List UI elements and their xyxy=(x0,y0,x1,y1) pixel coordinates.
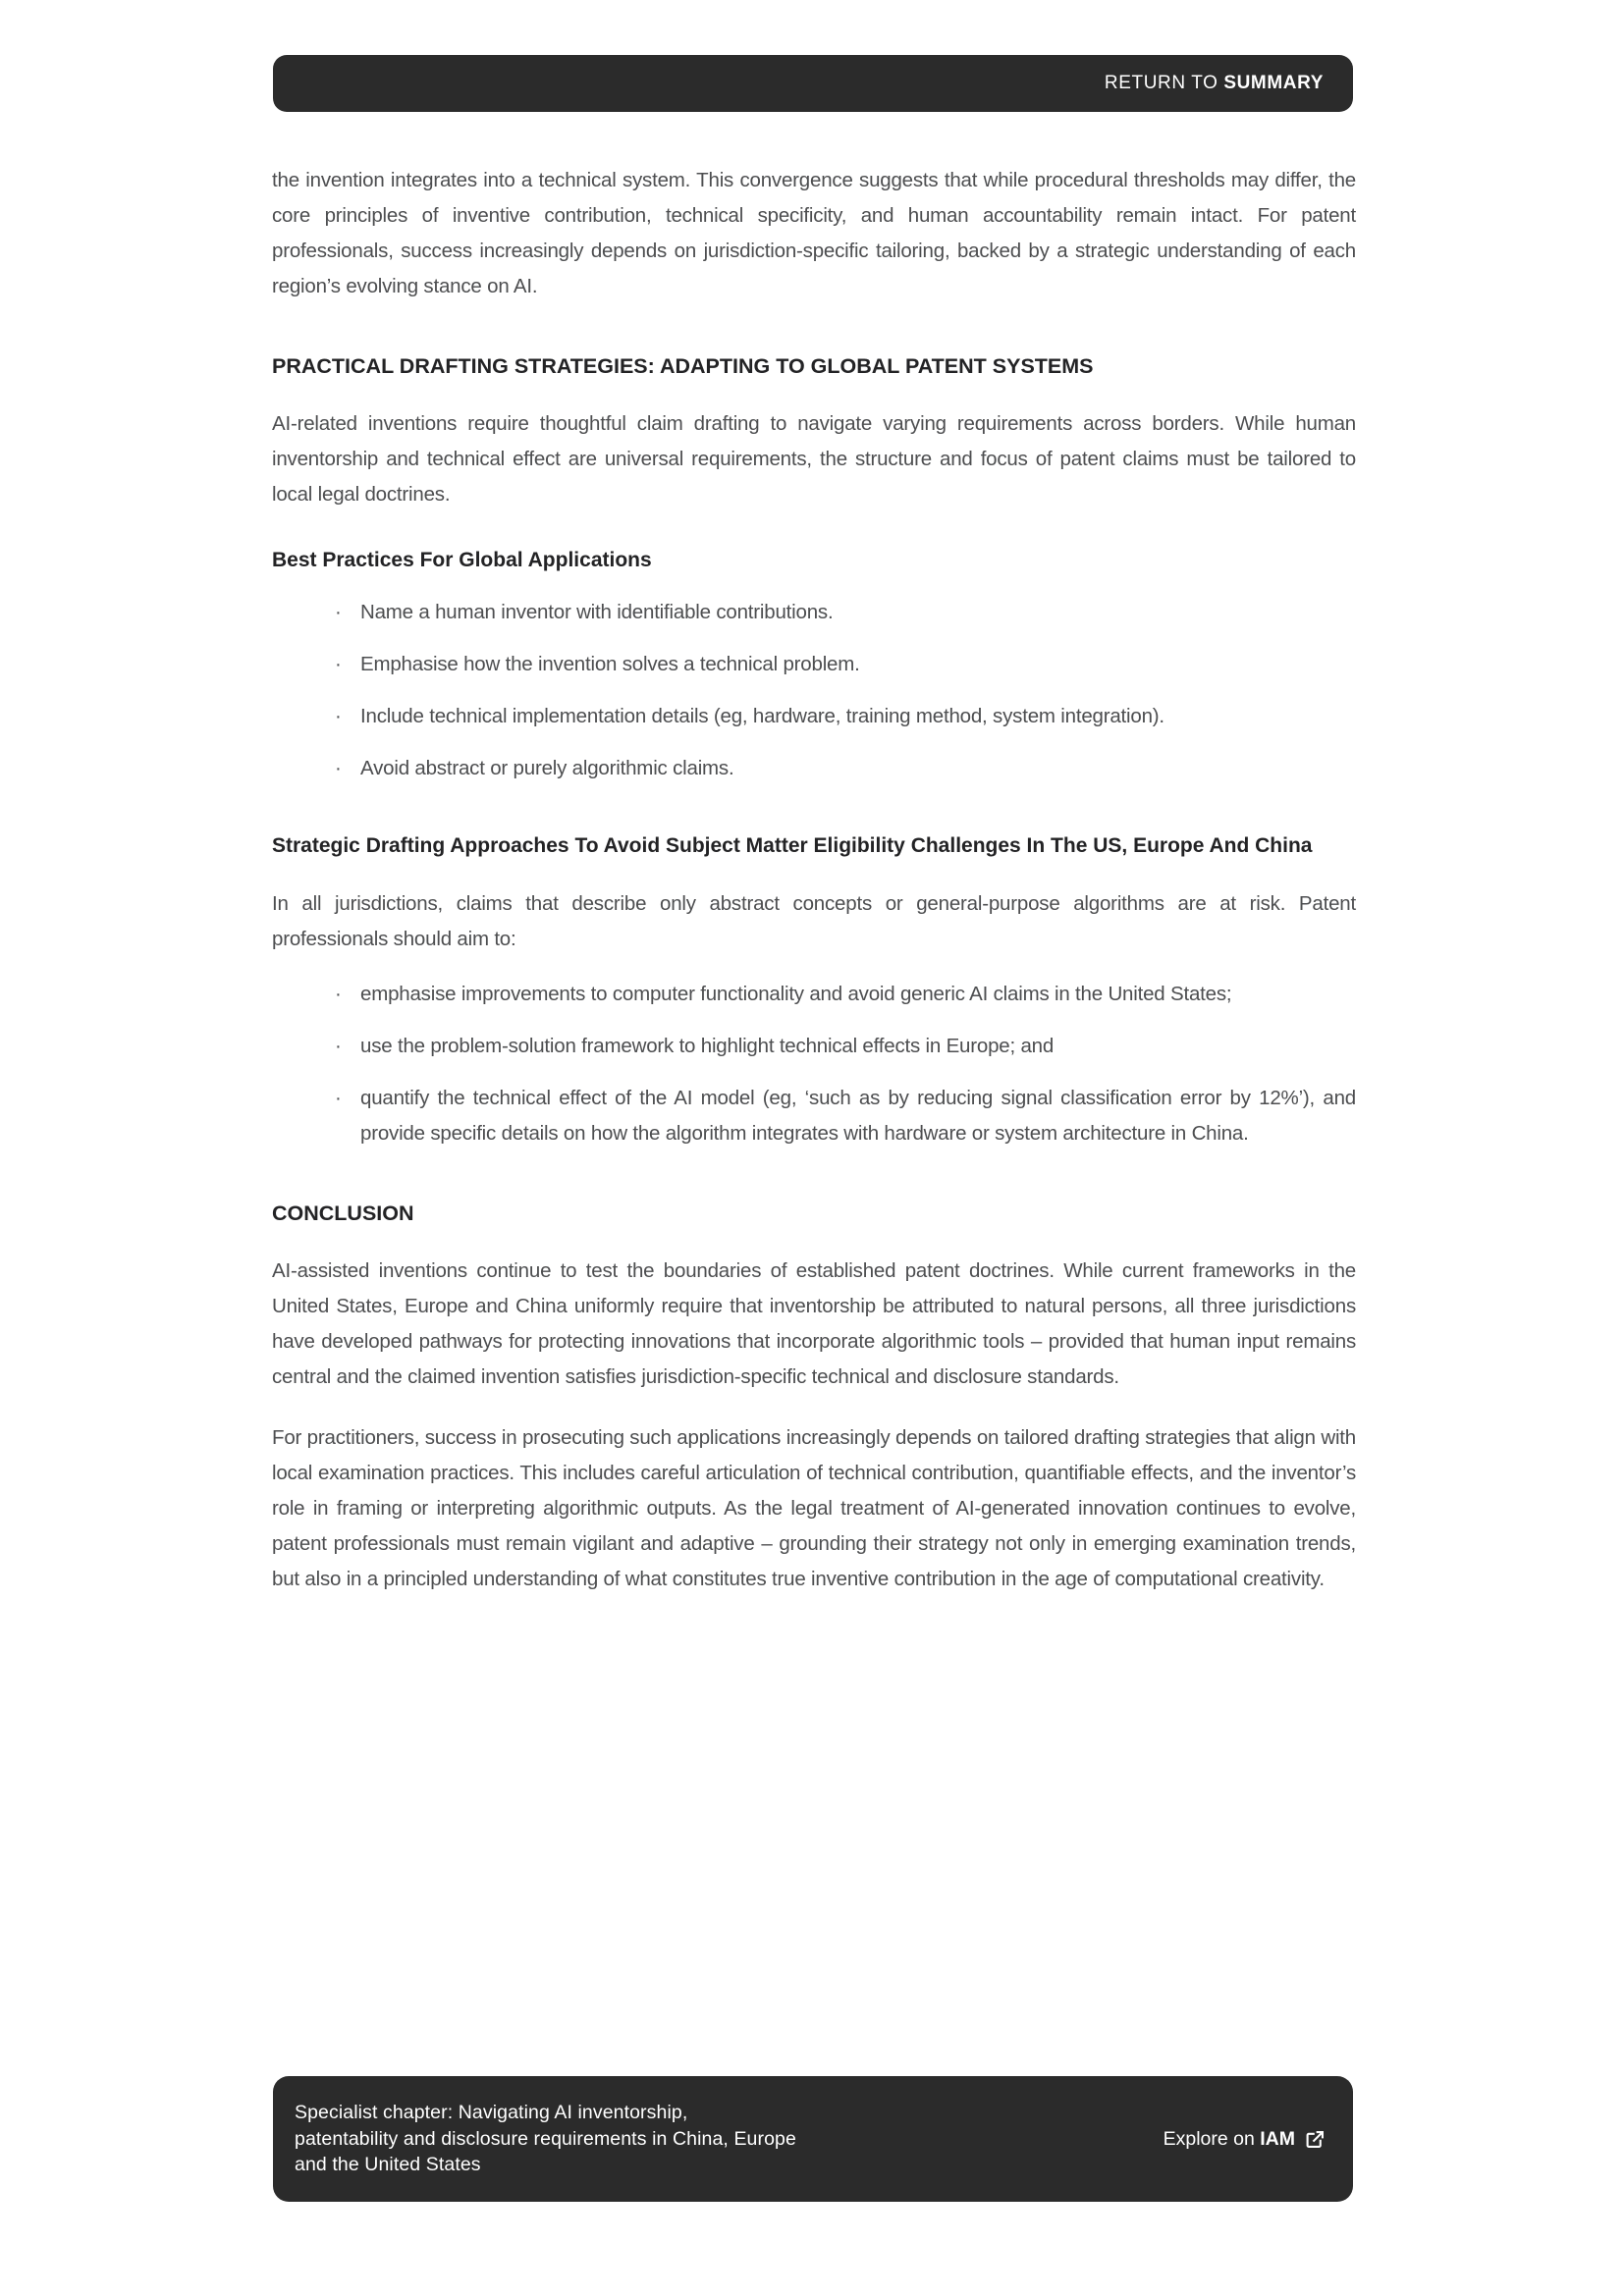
practical-drafting-paragraph: AI-related inventions require thoughtful claim drafting to navigate varying requirements across borders. While human inventorship and technical effect are universal requirements, the structure and focus of patent claims must be tailored to local legal doctrines. xyxy=(272,412,1356,506)
subheading-strategic-drafting: Strategic Drafting Approaches To Avoid Subject Matter Eligibility Challenges In The US, Europe And China xyxy=(272,834,1313,857)
list-item: · use the problem-solution framework to highlight technical effects in Europe; and xyxy=(360,1029,1356,1064)
chapter-title-line: patentability and disclosure requirements in China, Europe xyxy=(295,2127,796,2150)
explore-on-label xyxy=(1164,2128,1295,2151)
explore-on-iam-link[interactable] xyxy=(1164,2128,1326,2151)
subheading-best-practices: Best Practices For Global Applications xyxy=(272,549,652,571)
list-item: · Avoid abstract or purely algorithmic claims. xyxy=(360,751,1356,786)
section-heading-conclusion: CONCLUSION xyxy=(272,1201,414,1225)
iam-brand-text: IAM xyxy=(1260,2127,1295,2150)
list-item: · Emphasise how the invention solves a technical problem. xyxy=(360,647,1356,682)
list-item: · Include technical implementation details (eg, hardware, training method, system integration). xyxy=(360,699,1356,734)
best-practices-list xyxy=(272,595,1356,786)
conclusion-paragraph-2: For practitioners, success in prosecuting such applications increasingly depends on tailored drafting strategies that align with local examination practices. This includes careful articulation of technical contribution, quantifiable effects, and the inventor’s role in framing or interpreting algorithmic outputs. As the legal treatment of AI-generated innovation continues to evolve, patent professionals must remain vigilant and adaptive – grounding their strategy not only in emerging examination trends, but also in a principled understanding of what constitutes true inventive contribution in the age of computational creativity. xyxy=(272,1426,1356,1590)
explore-prefix-text: Explore on xyxy=(1163,2127,1261,2150)
chapter-title-line: and the United States xyxy=(295,2154,481,2176)
list-item: · Name a human inventor with identifiable contributions. xyxy=(360,595,1356,630)
chapter-title xyxy=(295,2100,796,2178)
list-item: · quantify the technical effect of the AI model (eg, ‘such as by reducing signal classification error by 12%’), and provide specific details on how the algorithm integrates with hardware or system architecture in China. xyxy=(360,1081,1356,1151)
article-body xyxy=(272,112,1356,1597)
list-item: · emphasise improvements to computer functionality and avoid generic AI claims in the United States; xyxy=(360,977,1356,1012)
return-to-summary-button[interactable] xyxy=(273,55,1353,112)
section-heading-practical-drafting: PRACTICAL DRAFTING STRATEGIES: ADAPTING TO GLOBAL PATENT SYSTEMS xyxy=(272,354,1094,378)
lead-paragraph: the invention integrates into a technical system. This convergence suggests that while procedural thresholds may differ, the core principles of inventive contribution, technical specificity, and human accountability remain intact. For patent professionals, success increasingly depends on jurisdiction-specific tailoring, backed by a strategic understanding of each region’s evolving stance on AI. xyxy=(272,169,1356,297)
return-to-text: RETURN TO xyxy=(1104,73,1224,93)
strategic-drafting-paragraph: In all jurisdictions, claims that describe only abstract concepts or general-purpose algorithms are at risk. Patent professionals should aim to: xyxy=(272,892,1356,950)
return-to-summary-label xyxy=(1105,73,1324,94)
footer-bar xyxy=(273,2076,1353,2202)
summary-text: SUMMARY xyxy=(1223,73,1324,93)
chapter-title-line: Specialist chapter: Navigating AI inventorship, xyxy=(295,2102,688,2124)
strategic-points-list xyxy=(272,977,1356,1151)
external-link-icon xyxy=(1305,2129,1326,2150)
conclusion-paragraph-1: AI-assisted inventions continue to test the boundaries of established patent doctrines. While current frameworks in the United States, Europe and China uniformly require that inventorship be attributed to natural persons, all three jurisdictions have developed pathways for protecting innovations that incorporate algorithmic tools – provided that human input remains central and the claimed invention satisfies jurisdiction-specific technical and disclosure standards. xyxy=(272,1259,1356,1388)
